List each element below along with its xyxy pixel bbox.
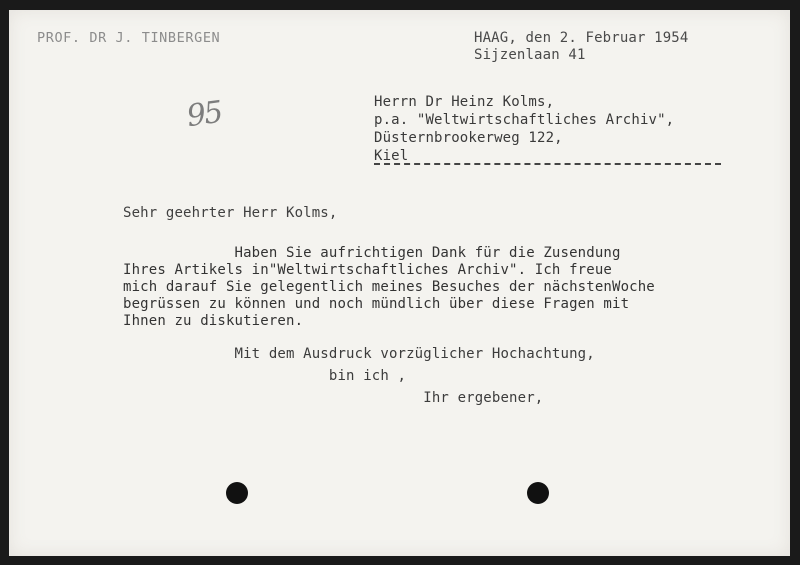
address-underline [374, 163, 721, 165]
letter-closing [123, 343, 595, 409]
recipient-line: Herrn Dr Heinz Kolms, [374, 94, 555, 110]
salutation: Sehr geehrter Herr Kolms, [123, 205, 338, 221]
letter-sheet [9, 10, 790, 556]
body-line: Haben Sie aufrichtigen Dank für die Zusendung [123, 245, 621, 261]
punch-hole-left [226, 482, 248, 504]
place-date: HAAG, den 2. Februar 1954 [474, 30, 689, 46]
recipient-line: p.a. "Weltwirtschaftliches Archiv", [374, 112, 675, 128]
recipient-address [374, 93, 674, 165]
body-line: Ihres Artikels in"Weltwirtschaftliches Archiv". Ich freue [123, 262, 612, 278]
street-address: Sijzenlaan 41 [474, 47, 586, 63]
letter-body [123, 245, 655, 330]
pencil-annotation: 95 [184, 94, 224, 135]
sender-name: PROF. DR J. TINBERGEN [37, 30, 221, 46]
recipient-line: Kiel [374, 148, 409, 164]
closing-line: Ihr ergebener, [123, 390, 544, 406]
body-line: begrüssen zu können und noch mündlich über diese Fragen mit [123, 296, 630, 312]
punch-hole-right [527, 482, 549, 504]
closing-line: bin ich , [123, 368, 407, 384]
body-line: mich darauf Sie gelegentlich meines Besuches der nächstenWoche [123, 279, 655, 295]
place-date-block [474, 30, 688, 64]
closing-line: Mit dem Ausdruck vorzüglicher Hochachtung, [123, 346, 595, 362]
body-line: Ihnen zu diskutieren. [123, 313, 304, 329]
recipient-line: Düsternbrookerweg 122, [374, 130, 563, 146]
